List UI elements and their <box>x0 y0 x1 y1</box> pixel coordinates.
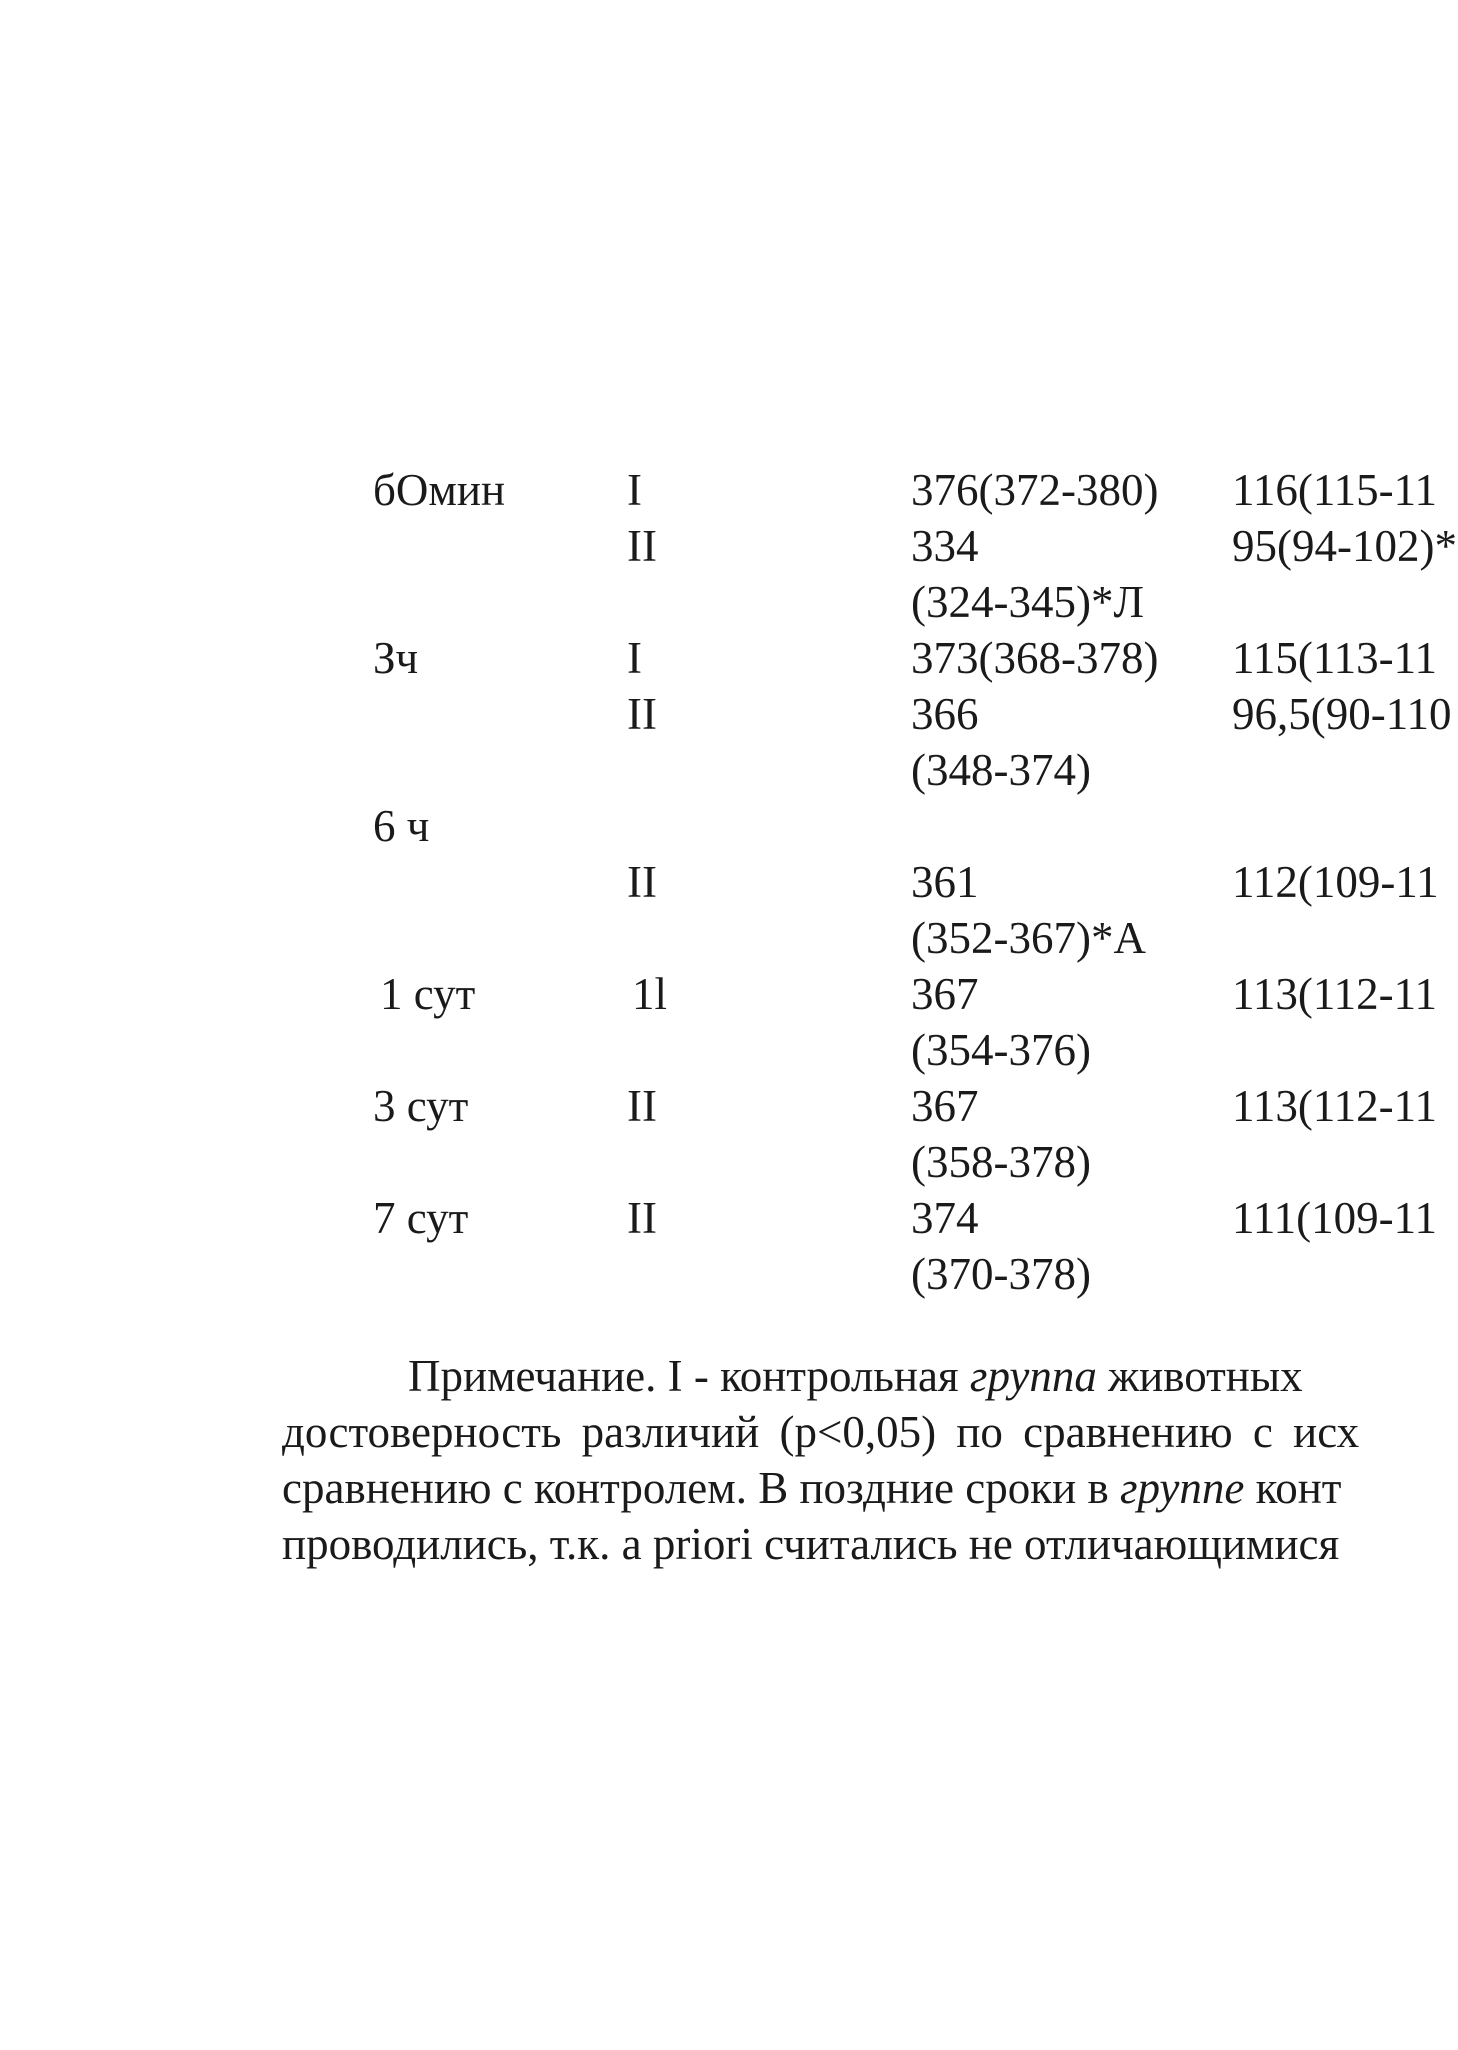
row-8-value1-range: (358-378) <box>911 1137 1091 1187</box>
footnote-line-4: проводились, т.к. a priori считались не отличающимися <box>282 1519 1340 1569</box>
row-1-group: I <box>627 465 642 515</box>
footnote-line-2: достоверность различий (р<0,05) по сравнению с исх <box>282 1407 1360 1457</box>
row-4-value1: 366 <box>911 689 979 739</box>
row-4-value1-range: (348-374) <box>911 745 1091 795</box>
row-5-time: 6 ч <box>373 801 430 851</box>
row-1-value2: 116(115-11 <box>1232 465 1437 515</box>
footnote-line-1 <box>408 1348 1303 1404</box>
row-8-group: II <box>627 1081 657 1131</box>
row-1-time: бОмин <box>373 465 506 515</box>
row-3-value2: 115(113-11 <box>1232 633 1437 683</box>
row-3-value1: 373(368-378) <box>911 633 1159 683</box>
row-9-value1-range: (370-378) <box>911 1249 1091 1299</box>
row-7-time: 1 сут <box>380 969 476 1019</box>
row-8-time: 3 сут <box>373 1081 469 1131</box>
footnote-line-3-start: сравнению с контролем. В поздние сроки в <box>282 1463 1120 1513</box>
footnote-line-3 <box>282 1460 1341 1516</box>
footnote-line-1-end: животных <box>1096 1351 1303 1401</box>
row-7-value1: 367 <box>911 969 979 1019</box>
row-2-value1-range: (324-345)*Л <box>911 577 1144 627</box>
row-8-value2: 113(112-11 <box>1232 1081 1437 1131</box>
row-7-group: 1l <box>632 969 668 1019</box>
row-7-value1-range: (354-376) <box>911 1025 1091 1075</box>
row-8-value1: 367 <box>911 1081 979 1131</box>
row-4-group: II <box>627 689 657 739</box>
footnote-line-1-italic: группа <box>969 1351 1097 1401</box>
row-9-value1: 374 <box>911 1193 979 1243</box>
row-3-group: I <box>627 633 642 683</box>
footnote-line-1-start: Примечание. I - контрольная <box>408 1351 970 1401</box>
row-6-value2: 112(109-11 <box>1232 857 1439 907</box>
row-2-value1: 334 <box>911 521 979 571</box>
row-4-value2: 96,5(90-110 <box>1232 689 1452 739</box>
footnote-line-3-end: конт <box>1244 1463 1342 1513</box>
row-6-group: II <box>627 857 657 907</box>
row-2-group: II <box>627 521 657 571</box>
row-7-value2: 113(112-11 <box>1232 969 1437 1019</box>
row-9-value2: 111(109-11 <box>1232 1193 1437 1243</box>
row-6-value1-range: (352-367)*А <box>911 913 1146 963</box>
row-9-group: II <box>627 1193 657 1243</box>
row-9-time: 7 сут <box>373 1193 469 1243</box>
row-2-value2: 95(94-102)* <box>1232 521 1457 571</box>
row-6-value1: 361 <box>911 857 979 907</box>
footnote-line-3-italic: группе <box>1119 1463 1245 1513</box>
row-3-time: Зч <box>373 633 419 683</box>
row-1-value1: 376(372-380) <box>911 465 1159 515</box>
